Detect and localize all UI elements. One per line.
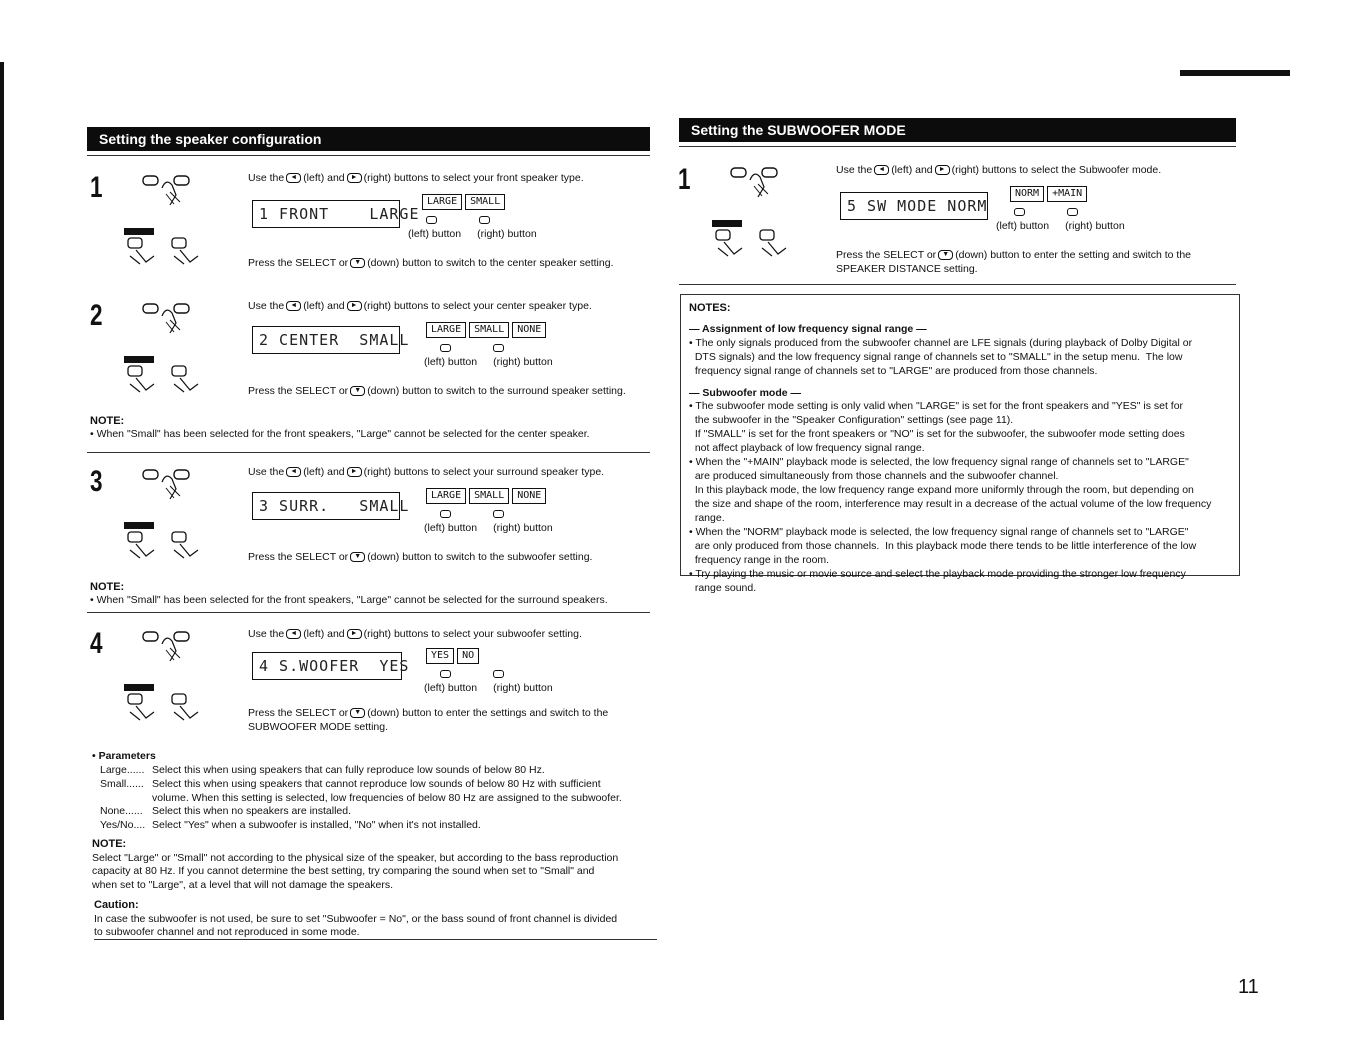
instr-text: (left) and [303, 172, 345, 184]
instr-text: Use the [248, 628, 285, 640]
left-button-icon [440, 344, 451, 352]
instr-text: (left) and [891, 164, 933, 176]
button-labels [408, 228, 537, 242]
right-arrow-icon[interactable]: ► [347, 301, 362, 311]
note-text: • When "Small" has been selected for the front speakers, "Large" cannot be selected for the center speaker. [90, 428, 590, 441]
step-number: 4 [90, 627, 103, 660]
parameter-desc: Select this when no speakers are installed. [152, 805, 352, 818]
step-number: 1 [678, 163, 691, 196]
parameter-desc: Select "Yes" when a subwoofer is installed, "No" when it's not installed. [152, 819, 481, 832]
step-number: 3 [90, 465, 103, 498]
right-button-label: (right) button [493, 682, 553, 694]
caution-line: to subwoofer channel and not reproduced in some mode. [94, 926, 360, 939]
arrow-icons-row [422, 342, 504, 356]
left-button-label: (left) button [424, 356, 478, 368]
left-button-label: (left) button [424, 682, 478, 694]
instr-text: (left) and [303, 628, 345, 640]
press-instruction [248, 256, 614, 270]
press-instruction [836, 248, 1191, 276]
right-arrow-icon[interactable]: ► [935, 165, 950, 175]
right-arrow-icon[interactable]: ► [347, 629, 362, 639]
instr-text: (right) buttons to select your subwoofer setting. [363, 628, 582, 640]
instr-text: Press the SELECT or [248, 257, 349, 269]
down-arrow-icon[interactable]: ▼ [350, 386, 365, 396]
lcd-display: 1 FRONT LARGE [252, 200, 400, 228]
right-button-icon [493, 670, 504, 678]
divider [87, 155, 650, 156]
language-tab-bar [1180, 70, 1290, 76]
parameter-desc: volume. When this setting is selected, low frequencies of below 80 Hz are assigned to the subwoofer. [152, 791, 622, 804]
option-box: NORM [1010, 186, 1044, 202]
notes-line: If "SMALL" is set for the front speakers or "NO" is set for the subwoofer, the subwoofer mode setting does [689, 428, 1185, 441]
notes-line: are only produced from those channels. In this playback mode there tends to be little interference of the low [689, 539, 1197, 552]
step-block [90, 168, 655, 288]
option-box: LARGE [422, 194, 462, 210]
parameter-row [92, 778, 622, 806]
parameter-key: Small...... [100, 777, 144, 790]
notes-subtitle: — Subwoofer mode — [689, 386, 802, 399]
press-instruction [248, 550, 592, 564]
option-box: +MAIN [1047, 186, 1087, 202]
right-button-icon [1067, 208, 1078, 216]
notes-line: DTS signals) and the low frequency signal range of channels set to "SMALL" in the setup menu. The low [689, 350, 1183, 363]
press-instruction [248, 384, 626, 398]
parameter-row [92, 819, 622, 833]
page-number: 11 [1238, 976, 1259, 998]
note-title: NOTE: [92, 838, 127, 850]
notes-line: the subwoofer in the "Speaker Configuration" settings (see page 11). [689, 414, 1014, 427]
instr-text: (down) button to switch to the center speaker setting. [367, 257, 614, 269]
lcd-display: 4 S.WOOFER YES [252, 652, 402, 680]
use-instruction [248, 466, 604, 480]
instr-text: (right) buttons to select your front speaker type. [363, 172, 584, 184]
notes-line: the size and shape of the room, interference may result in a decrease of the actual volume of the low frequency [689, 498, 1212, 511]
down-arrow-icon[interactable]: ▼ [350, 708, 365, 718]
parameter-row [92, 805, 622, 819]
instr-text: (down) button to enter the settings and switch to the [367, 707, 609, 719]
step-block [90, 624, 655, 744]
right-button-icon [479, 216, 490, 224]
down-arrow-icon[interactable]: ▼ [350, 258, 365, 268]
note-1 [90, 414, 590, 442]
down-arrow-icon[interactable]: ▼ [938, 250, 953, 260]
page-edge-bar [0, 62, 4, 1020]
step-block [678, 160, 1238, 280]
notes-line: • Try playing the music or movie source and select the playback mode providing the stronger low frequency [689, 567, 1186, 580]
select-hand-icon [122, 520, 232, 567]
lcd-display: 5 SW MODE NORM [840, 192, 988, 220]
option-row [1010, 186, 1090, 202]
use-instruction [248, 300, 592, 314]
option-box: NONE [512, 488, 546, 504]
instr-text: Use the [248, 172, 285, 184]
option-box: LARGE [426, 488, 466, 504]
caution-title: Caution: [94, 899, 139, 911]
left-button-icon [440, 670, 451, 678]
instr-text: (right) buttons to select the Subwoofer mode. [951, 164, 1162, 176]
right-button-icon [493, 510, 504, 518]
notes-line: are produced simultaneously from those channels and the subwoofer channel. [689, 470, 1059, 483]
option-box: SMALL [469, 488, 509, 504]
parameter-desc: Select this when using speakers that can fully reproduce low sounds of below 80 Hz. [152, 763, 545, 776]
instr-text: (down) button to enter the setting and switch to the [955, 249, 1191, 261]
instr-text: Use the [248, 300, 285, 312]
instr-text: (right) buttons to select your center speaker type. [363, 300, 592, 312]
notes-line: range. [689, 512, 725, 525]
left-arrow-icon[interactable]: ◄ [286, 467, 301, 477]
left-button-label: (left) button [996, 220, 1050, 232]
note-2 [90, 580, 608, 608]
divider [679, 284, 1236, 285]
divider [87, 452, 650, 453]
instr-text: Use the [248, 466, 285, 478]
option-box: SMALL [469, 322, 509, 338]
select-hand-icon [122, 682, 232, 729]
note-line: when set to "Large", at a level that will not damage the speakers. [92, 879, 394, 892]
notes-line: frequency range in the room. [689, 553, 830, 566]
notes-line: range sound. [689, 581, 757, 594]
notes-box [680, 294, 1240, 594]
left-arrow-icon[interactable]: ◄ [286, 629, 301, 639]
use-instruction [248, 628, 582, 642]
remote-hand-icon [140, 298, 200, 340]
press-instruction-cont: SUBWOOFER MODE setting. [248, 721, 389, 734]
note-3 [92, 837, 618, 893]
remote-hand-icon [140, 170, 200, 212]
right-arrow-icon[interactable]: ► [347, 173, 362, 183]
step-block [90, 296, 655, 416]
divider [679, 146, 1236, 147]
note-title: NOTE: [90, 415, 125, 427]
right-button-label: (right) button [493, 522, 553, 534]
instr-text: Press the SELECT or [836, 249, 937, 261]
down-arrow-icon[interactable]: ▼ [350, 552, 365, 562]
option-row [426, 488, 549, 504]
instr-text: (down) button to switch to the surround speaker setting. [367, 385, 626, 397]
button-labels [424, 356, 553, 370]
right-button-label: (right) button [493, 356, 553, 368]
notes-line: • The subwoofer mode setting is only valid when "LARGE" is set for the front speakers and "YES" is set for [689, 400, 1184, 413]
select-hand-icon [122, 354, 232, 401]
left-section-banner: Setting the speaker configuration [87, 127, 650, 151]
instr-text: Press the SELECT or [248, 551, 349, 563]
option-box: LARGE [426, 322, 466, 338]
instr-text: (left) and [303, 300, 345, 312]
select-hand-icon [122, 226, 232, 273]
notes-line: frequency signal range of channels set to "LARGE" are produced from those channels. [689, 364, 1098, 377]
button-labels [424, 522, 553, 536]
left-button-icon [1014, 208, 1025, 216]
remote-hand-icon [140, 464, 200, 506]
option-row [426, 648, 482, 664]
right-button-icon [493, 344, 504, 352]
notes-subtitle: — Assignment of low frequency signal range — [689, 323, 927, 336]
option-box: SMALL [465, 194, 505, 210]
right-arrow-icon[interactable]: ► [347, 467, 362, 477]
notes-line: • When the "+MAIN" playback mode is selected, the low frequency signal range of channels set to "LARGE" [689, 456, 1189, 469]
step-number: 2 [90, 299, 103, 332]
notes-title: NOTES: [689, 302, 731, 314]
right-button-label: (right) button [477, 228, 537, 240]
note-text: • When "Small" has been selected for the front speakers, "Large" cannot be selected for the surround speakers. [90, 594, 608, 607]
press-instruction-cont: SPEAKER DISTANCE setting. [836, 263, 978, 276]
left-button-icon [440, 510, 451, 518]
left-arrow-icon[interactable]: ◄ [286, 301, 301, 311]
arrow-icons-row [422, 668, 504, 682]
remote-hand-icon [140, 626, 200, 668]
use-instruction [836, 164, 1161, 178]
parameter-key: None...... [100, 805, 143, 818]
note-line: Select "Large" or "Small" not according to the physical size of the speaker, but according to the bass reproduction [92, 851, 619, 864]
option-box: NO [457, 648, 479, 664]
instr-text: (down) button to switch to the subwoofer setting. [367, 551, 593, 563]
instr-text: (left) and [303, 466, 345, 478]
caution-block [94, 898, 617, 940]
arrow-icons-row [408, 214, 490, 228]
button-labels [996, 220, 1125, 234]
notes-line: In this playback mode, the low frequency range expand more uniformly through the room, but depending on [689, 484, 1194, 497]
instr-text: (right) buttons to select your surround speaker type. [363, 466, 605, 478]
step-number: 1 [90, 171, 103, 204]
select-hand-icon [710, 218, 820, 265]
note-title: NOTE: [90, 581, 125, 593]
button-labels [424, 682, 553, 696]
right-button-label: (right) button [1065, 220, 1125, 232]
parameter-desc: Select this when using speakers that cannot reproduce low sounds of below 80 Hz with sufficient [152, 777, 601, 790]
option-box: NONE [512, 322, 546, 338]
option-box: YES [426, 648, 454, 664]
left-button-label: (left) button [408, 228, 462, 240]
note-line: capacity at 80 Hz. If you cannot determine the best setting, try comparing the sound when set to "Small" and [92, 865, 595, 878]
divider [87, 612, 650, 613]
use-instruction [248, 172, 584, 186]
notes-line: • The only signals produced from the subwoofer channel are LFE signals (during playback of Dolby Digital or [689, 336, 1193, 349]
press-instruction [248, 706, 608, 734]
parameter-key: Yes/No.... [100, 819, 146, 832]
parameter-key: Large...... [100, 763, 145, 776]
lcd-display: 3 SURR. SMALL [252, 492, 400, 520]
divider [94, 939, 657, 940]
notes-line: not affect playback of low frequency signal range. [689, 442, 925, 455]
parameters-title: • Parameters [92, 750, 156, 762]
remote-hand-icon [728, 162, 788, 204]
left-arrow-icon[interactable]: ◄ [286, 173, 301, 183]
option-row [426, 322, 549, 338]
parameters-block [92, 750, 622, 833]
instr-text: Press the SELECT or [248, 385, 349, 397]
step-block [90, 462, 655, 582]
option-row [422, 194, 508, 210]
lcd-display: 2 CENTER SMALL [252, 326, 400, 354]
instr-text: Use the [836, 164, 873, 176]
left-button-label: (left) button [424, 522, 478, 534]
instr-text: Press the SELECT or [248, 707, 349, 719]
caution-line: In case the subwoofer is not used, be sure to set "Subwoofer = No", or the bass sound of front channel is divided [94, 912, 618, 925]
right-section-banner: Setting the SUBWOOFER MODE [679, 118, 1236, 142]
notes-line: • When the "NORM" playback mode is selected, the low frequency signal range of channels set to "LARGE" [689, 526, 1189, 539]
arrow-icons-row [996, 206, 1078, 220]
left-button-icon [426, 216, 437, 224]
left-arrow-icon[interactable]: ◄ [874, 165, 889, 175]
parameter-row [92, 764, 622, 778]
arrow-icons-row [422, 508, 504, 522]
